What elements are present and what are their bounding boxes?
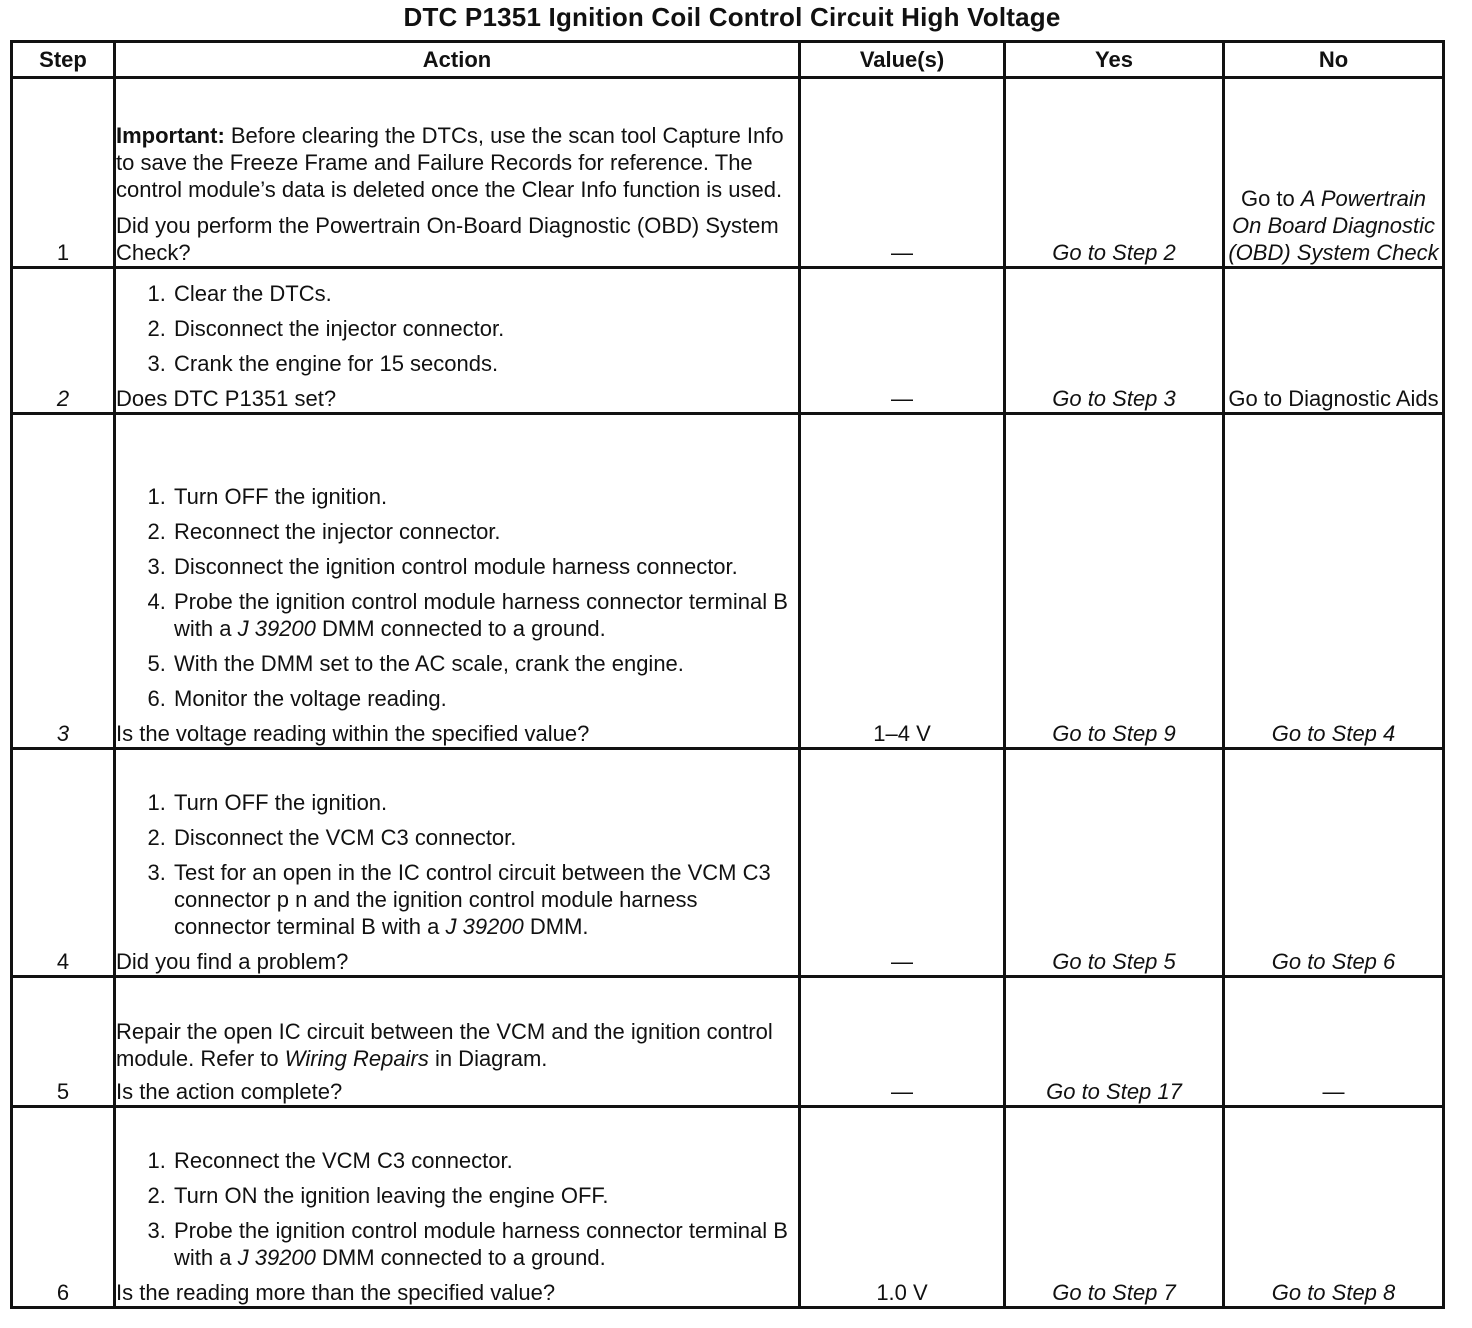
- yes-link[interactable]: Go to Step 17: [1005, 977, 1224, 1107]
- tool-reference: J 39200: [445, 914, 524, 939]
- step-question: Does DTC P1351 set?: [116, 386, 337, 411]
- list-item: 1. Turn OFF the ignition.: [172, 789, 798, 816]
- important-label: Important:: [116, 123, 225, 148]
- tool-reference: J 39200: [237, 616, 316, 641]
- table-row: [12, 1107, 1444, 1308]
- list-item: 1. Reconnect the VCM C3 connector.: [172, 1147, 798, 1174]
- table-row: [12, 414, 1444, 749]
- table-row: [12, 268, 1444, 414]
- action-text-start: Repair the open IC circuit between the VCM and the ignition control module. Refer to: [116, 1019, 773, 1071]
- no-link[interactable]: Go to Step 8: [1224, 1107, 1444, 1308]
- list-item-text: Probe the ignition control module harness connector terminal B with a: [174, 1218, 788, 1270]
- step-number: 3: [12, 414, 115, 749]
- list-item-text: Test for an open in the IC control circuit between the VCM C3 connector p n and the ignition control module harness connector terminal B with a: [174, 860, 771, 939]
- step-question: Is the action complete?: [116, 1079, 343, 1104]
- action-cell: [115, 268, 800, 414]
- value-cell: 1–4 V: [800, 414, 1005, 749]
- table-row: [12, 749, 1444, 977]
- step-question: Is the voltage reading within the specified value?: [116, 721, 590, 746]
- step-question: Did you perform the Powertrain On-Board Diagnostic (OBD) System Check?: [116, 213, 779, 265]
- value-cell: 1.0 V: [800, 1107, 1005, 1308]
- step-number: 5: [12, 977, 115, 1107]
- action-cell: [115, 1107, 800, 1308]
- no-cell: —: [1224, 977, 1444, 1107]
- list-item-text: Probe the ignition control module harness connector terminal B with a: [174, 589, 788, 641]
- action-list: [116, 1147, 798, 1271]
- yes-link[interactable]: Go to Step 3: [1005, 268, 1224, 414]
- table-row: [12, 977, 1444, 1107]
- list-item: 1. Clear the DTCs.: [172, 280, 798, 307]
- important-note: [116, 122, 798, 203]
- value-cell: —: [800, 78, 1005, 268]
- no-cell: [1224, 78, 1444, 268]
- list-item: 3. Crank the engine for 15 seconds.: [172, 350, 798, 377]
- yes-link[interactable]: Go to Step 2: [1005, 78, 1224, 268]
- list-item-tail: DMM.: [523, 914, 589, 939]
- yes-link[interactable]: Go to Step 7: [1005, 1107, 1224, 1308]
- no-link-lead: Go to: [1240, 186, 1301, 211]
- action-cell: [115, 414, 800, 749]
- table-header-row: [12, 42, 1444, 78]
- list-item: 2. Reconnect the injector connector.: [172, 518, 798, 545]
- no-link[interactable]: Go to Step 6: [1224, 749, 1444, 977]
- action-list: [116, 789, 798, 940]
- wiring-repairs-reference: Wiring Repairs: [284, 1046, 429, 1071]
- value-cell: —: [800, 977, 1005, 1107]
- list-item: [172, 1217, 798, 1271]
- tool-reference: J 39200: [237, 1245, 316, 1270]
- list-item: 2. Disconnect the VCM C3 connector.: [172, 824, 798, 851]
- list-item: [172, 859, 798, 940]
- action-list: [116, 483, 798, 712]
- action-cell: [115, 78, 800, 268]
- step-number: 2: [12, 268, 115, 414]
- no-link-target: A Powertrain On Board Diagnostic (OBD) System Check: [1228, 186, 1439, 265]
- list-item: 6. Monitor the voltage reading.: [172, 685, 798, 712]
- list-item-tail: DMM connected to a ground.: [315, 616, 606, 641]
- important-text: Before clearing the DTCs, use the scan tool Capture Info to save the Freeze Frame and Failure Records for reference. The control module’s data is deleted once the Clear Info function is used.: [116, 123, 784, 202]
- column-header-action: Action: [115, 42, 800, 78]
- action-cell: [115, 977, 800, 1107]
- table-row: [12, 78, 1444, 268]
- no-link[interactable]: Go to Diagnostic Aids: [1224, 268, 1444, 414]
- list-item-tail: DMM connected to a ground.: [315, 1245, 606, 1270]
- no-link[interactable]: Go to Step 4: [1224, 414, 1444, 749]
- action-text: [116, 1018, 798, 1072]
- step-question: Did you find a problem?: [116, 949, 349, 974]
- step-question: Is the reading more than the specified value?: [116, 1280, 556, 1305]
- list-item: 2. Disconnect the injector connector.: [172, 315, 798, 342]
- action-cell: [115, 749, 800, 977]
- document-title: DTC P1351 Ignition Coil Control Circuit High Voltage: [403, 2, 1061, 32]
- action-text-end: in Diagram.: [428, 1046, 548, 1071]
- list-item: 2. Turn ON the ignition leaving the engine OFF.: [172, 1182, 798, 1209]
- no-link[interactable]: [1225, 185, 1442, 266]
- column-header-yes: Yes: [1005, 42, 1224, 78]
- column-header-step: Step: [12, 42, 115, 78]
- list-item: 5. With the DMM set to the AC scale, crank the engine.: [172, 650, 798, 677]
- step-number: 4: [12, 749, 115, 977]
- column-header-no: No: [1224, 42, 1444, 78]
- step-number: 6: [12, 1107, 115, 1308]
- list-item: 3. Disconnect the ignition control module harness connector.: [172, 553, 798, 580]
- diagnostic-table: [10, 40, 1445, 1309]
- yes-link[interactable]: Go to Step 5: [1005, 749, 1224, 977]
- list-item: [172, 588, 798, 642]
- value-cell: —: [800, 749, 1005, 977]
- list-item: 1. Turn OFF the ignition.: [172, 483, 798, 510]
- action-list: [116, 280, 798, 377]
- step-number: 1: [12, 78, 115, 268]
- yes-link[interactable]: Go to Step 9: [1005, 414, 1224, 749]
- value-cell: —: [800, 268, 1005, 414]
- column-header-values: Value(s): [800, 42, 1005, 78]
